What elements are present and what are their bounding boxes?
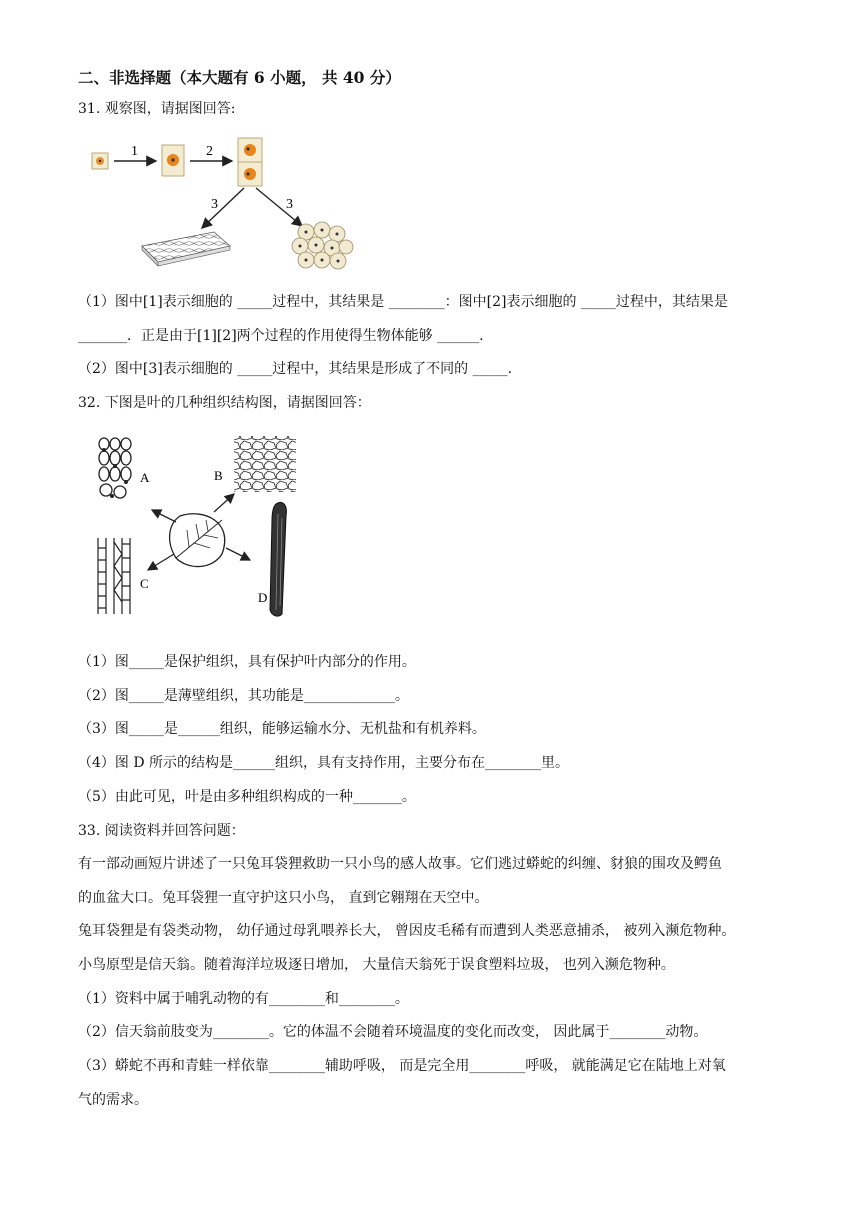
- leaf-icon: [170, 514, 225, 567]
- cell-cluster-icon: [292, 222, 353, 269]
- section-heading: 二、非选择题（本大题有 6 小题， 共 40 分）: [78, 68, 401, 87]
- q31-sub1-line2: _______．正是由于[1][2]两个过程的作用使得生物体能够 ______.: [78, 328, 484, 344]
- q33-stem: 33. 阅读资料并回答问题：: [78, 823, 245, 839]
- q31-stem: 31. 观察图，请据图回答:: [78, 101, 236, 117]
- label-c: C: [140, 576, 149, 591]
- q32-sub1: （1）图_____是保护组织，具有保护叶内部分的作用。: [78, 654, 416, 670]
- q31-sub2: （2）图中[3]表示细胞的 _____过程中，其结果是形成了不同的 _____.: [78, 361, 513, 377]
- label-d: D: [258, 590, 268, 605]
- tissue-sheet-icon: [142, 232, 230, 266]
- leaf-tissue-figure: [84, 430, 304, 620]
- q33-sub3-line2: 气的需求。: [78, 1092, 148, 1108]
- tissue-c-icon: [96, 538, 132, 614]
- q33-sub3-line1: （3）蟒蛇不再和青蛙一样依靠________辅助呼吸， 而是完全用________呼吸， 就能满足它在陆地上对氧: [78, 1058, 726, 1074]
- divided-cells-icon: [238, 138, 262, 186]
- label-b: B: [214, 468, 223, 483]
- tissue-d-icon: [270, 503, 286, 617]
- grown-cell-icon: [162, 145, 184, 176]
- tissue-b-icon: [234, 436, 296, 492]
- q33-para2: 兔耳袋狸是有袋类动物， 幼仔通过母乳喂养长大， 曾因皮毛稀有而遭到人类恶意捕杀， 被列入濒危物种。: [78, 923, 736, 939]
- tissue-a-icon: [98, 438, 136, 502]
- arrow-1-label: 1: [131, 144, 138, 159]
- small-cell-icon: [92, 153, 108, 169]
- q32-sub3: （3）图_____是______组织，能够运输水分、无机盐和有机养料。: [78, 721, 486, 737]
- cell-division-differentiation-figure: [84, 128, 364, 276]
- q31-sub1-line1: （1）图中[1]表示细胞的 _____过程中，其结果是 ________：图中[2]表示细胞的 _____过程中，其结果是: [78, 294, 728, 310]
- arrow-3a-label: 3: [211, 197, 218, 212]
- q33-para1-line2: 的血盆大口。兔耳袋狸一直守护这只小鸟， 直到它翱翔在天空中。: [78, 890, 489, 906]
- q32-sub5: （5）由此可见，叶是由多种组织构成的一种_______。: [78, 789, 416, 805]
- q32-sub2: （2）图_____是薄壁组织，其功能是_____________。: [78, 688, 409, 704]
- arrow-3b-label: 3: [286, 197, 293, 212]
- q33-sub2: （2）信天翁前肢变为________。它的体温不会随着环境温度的变化而改变， 因此属于________动物。: [78, 1024, 708, 1040]
- q33-sub1: （1）资料中属于哺乳动物的有________和________。: [78, 991, 409, 1007]
- arrow-2-label: 2: [206, 144, 213, 159]
- q32-stem: 32. 下图是叶的几种组织结构图，请据图回答：: [78, 395, 371, 411]
- q33-para3: 小鸟原型是信天翁。随着海洋垃圾逐日增加， 大量信天翁死于误食塑料垃圾， 也列入濒危物种。: [78, 957, 675, 973]
- label-a: A: [140, 470, 150, 485]
- q33-para1-line1: 有一部动画短片讲述了一只兔耳袋狸救助一只小鸟的感人故事。它们逃过蟒蛇的纠缠、豺狼的围攻及鳄鱼: [78, 856, 722, 872]
- q32-sub4: （4）图 D 所示的结构是______组织，具有支持作用，主要分布在________里。: [78, 755, 570, 771]
